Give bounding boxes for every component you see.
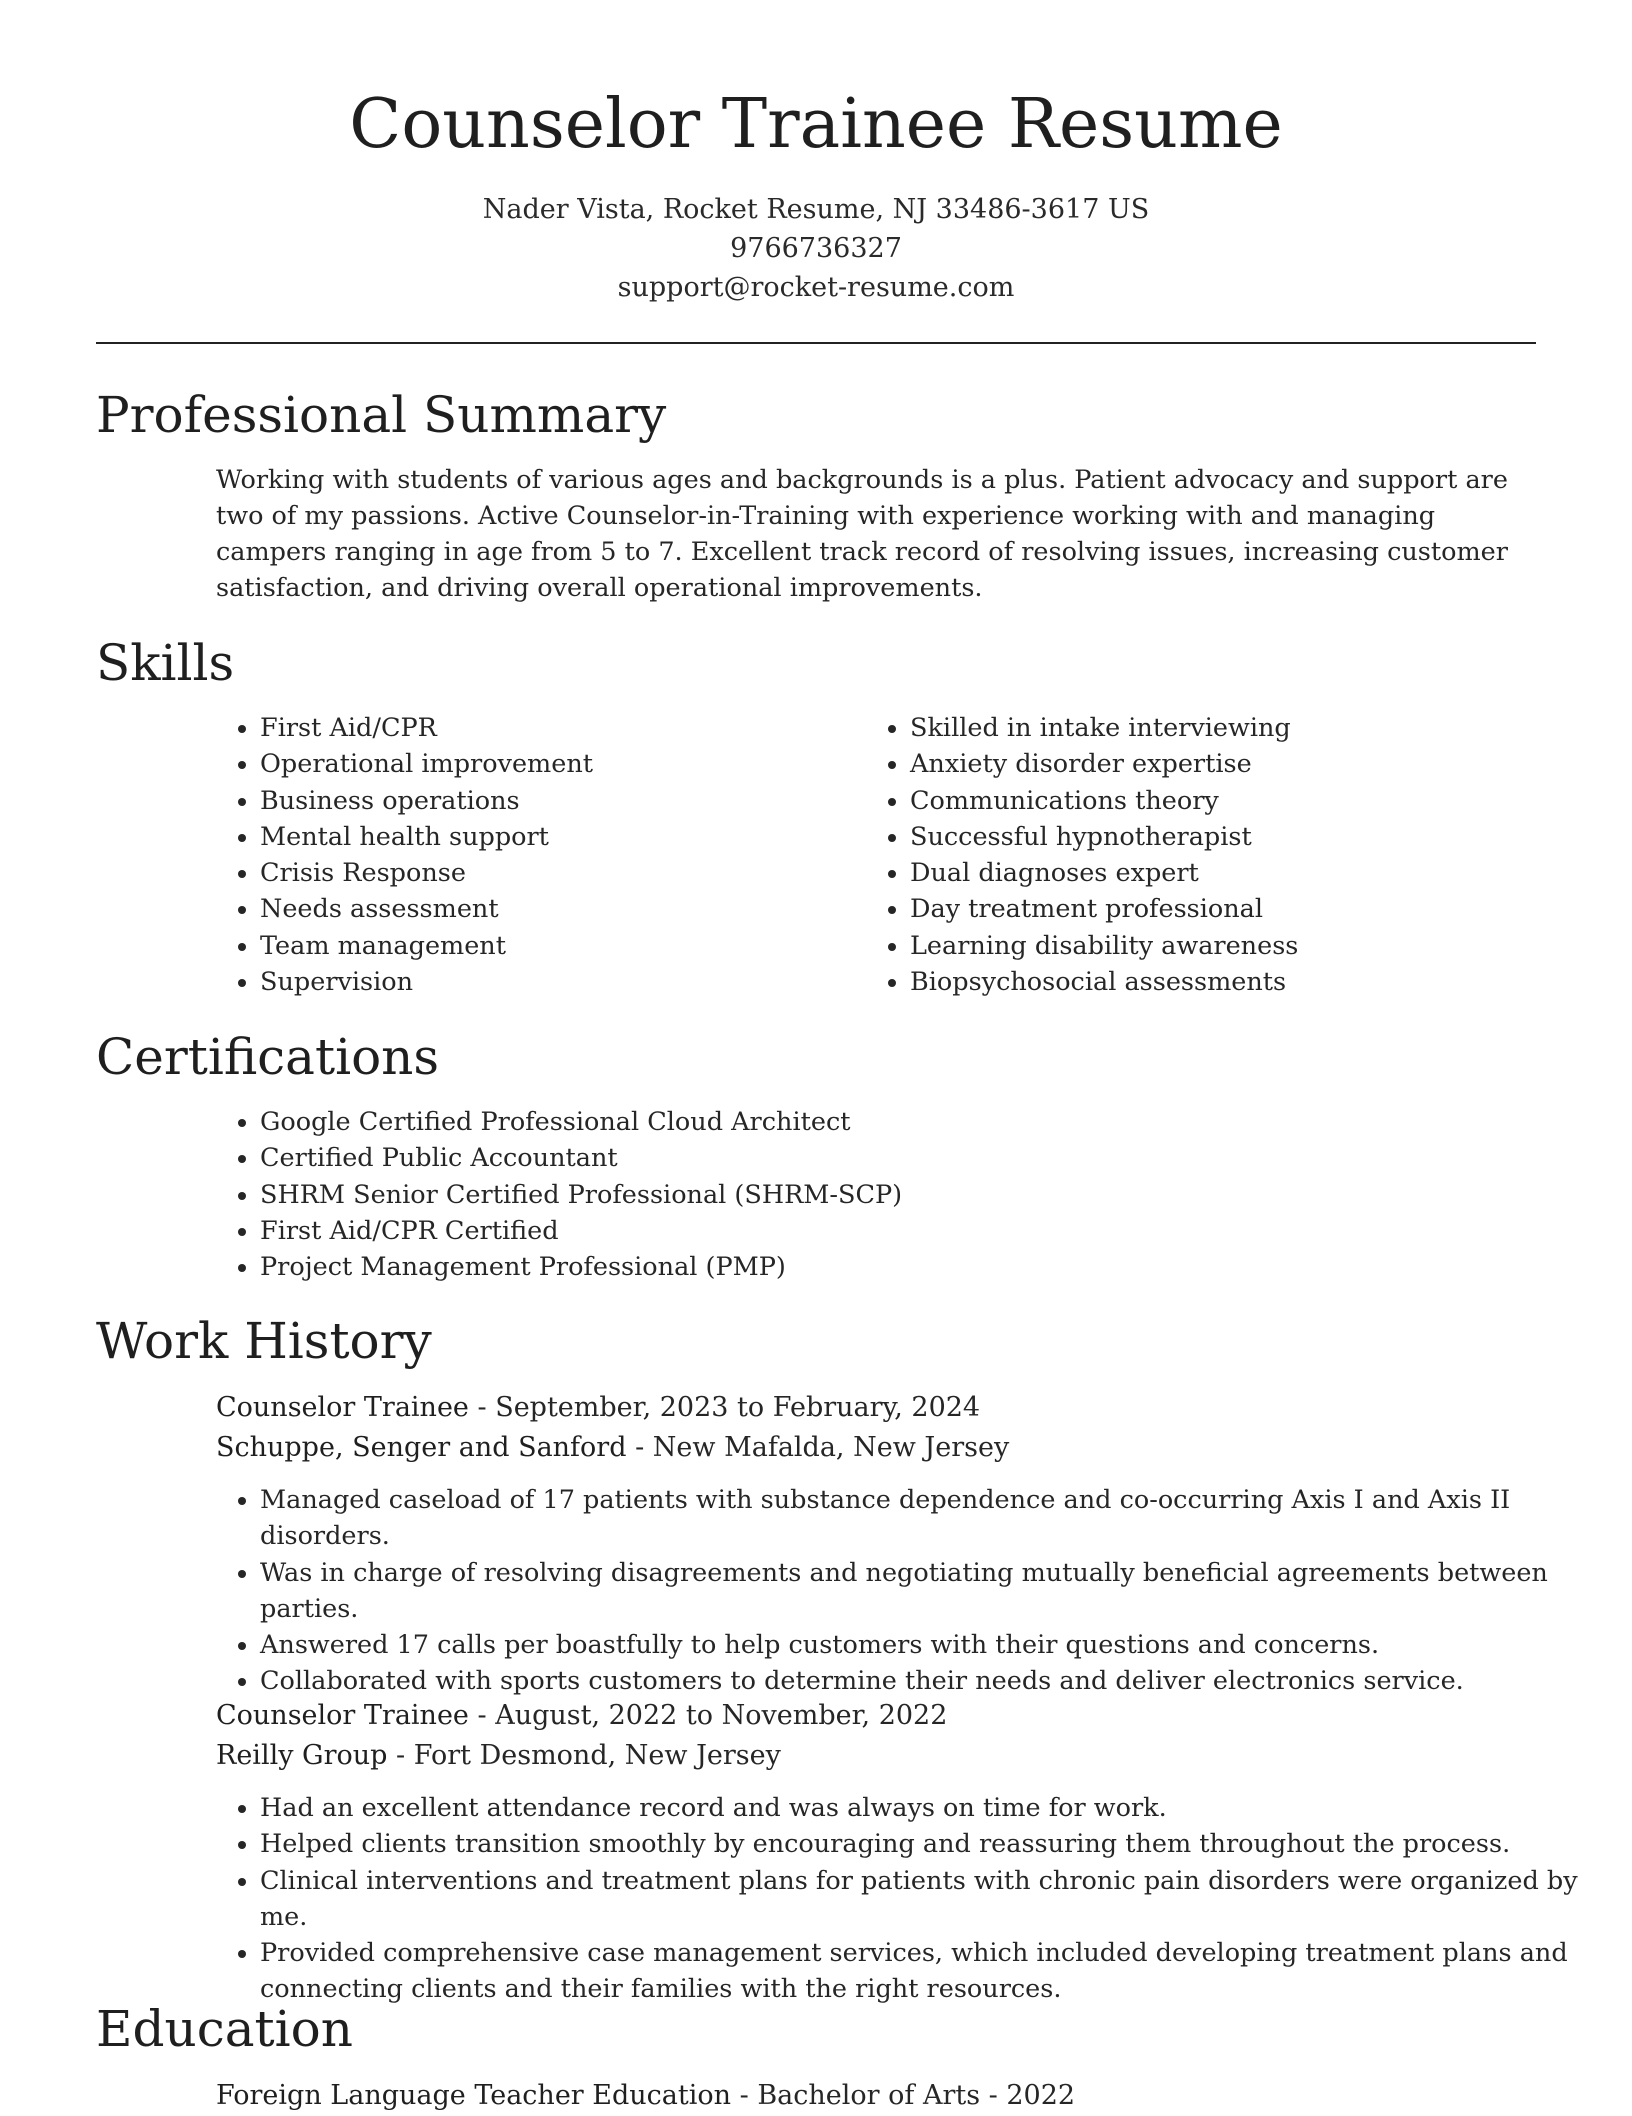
certification-item: • Certified Public Accountant xyxy=(260,1140,1580,1176)
skill-item: • Successful hypnotherapist xyxy=(910,819,1530,855)
skill-item: • Crisis Response xyxy=(260,855,820,891)
skill-item: • Operational improvement xyxy=(260,746,820,782)
job-title-line xyxy=(216,1696,947,1736)
certification-item: • First Aid/CPR Certified xyxy=(260,1213,1580,1249)
skill-item: • Business operations xyxy=(260,783,820,819)
header-divider xyxy=(96,342,1536,344)
education-year: - 2022 xyxy=(980,2080,1076,2111)
address: Nader Vista, Rocket Resume, NJ 33486-3617 US xyxy=(482,194,1150,226)
education-heading: Education xyxy=(96,2000,353,2058)
education-entry xyxy=(216,2076,1075,2116)
resume-header xyxy=(0,0,1632,307)
job-dates: - August, 2022 to November, 2022 xyxy=(468,1700,948,1731)
certifications-list xyxy=(216,1104,1580,1285)
job-bullet: • Managed caseload of 17 patients with substance dependence and co-occurring Axis I and Axis II disorders. xyxy=(260,1482,1600,1555)
skills-heading: Skills xyxy=(96,634,235,692)
certification-item: • Project Management Professional (PMP) xyxy=(260,1249,1580,1285)
skill-item: • Skilled in intake interviewing xyxy=(910,710,1530,746)
skill-item: • Team management xyxy=(260,928,820,964)
education-degree: - Bachelor of Arts xyxy=(731,2080,981,2111)
certification-item: • SHRM Senior Certified Professional (SHRM-SCP) xyxy=(260,1177,1580,1213)
skill-item: • Day treatment professional xyxy=(910,891,1530,927)
job-bullets xyxy=(216,1790,1600,2008)
certifications-heading: Certifications xyxy=(96,1028,440,1086)
job-bullet: • Answered 17 calls per boastfully to help customers with their questions and concerns. xyxy=(260,1627,1600,1663)
summary-text: Working with students of various ages and backgrounds is a plus. Patient advocacy and support are two of my passions. Active Counselor-in-Training with experience working with and managing campers ranging in age from 5 to 7. Excellent track record of resolving issues, increasing customer satisfaction, and driving overall operational improvements. xyxy=(216,465,1508,603)
skill-item: • Biopsychosocial assessments xyxy=(910,964,1530,1000)
skill-item: • Needs assessment xyxy=(260,891,820,927)
job-company: Schuppe, Senger and Sanford xyxy=(216,1432,627,1463)
job-title: Counselor Trainee xyxy=(216,1700,469,1731)
job-bullet: • Had an excellent attendance record and was always on time for work. xyxy=(260,1790,1600,1826)
job-company-line xyxy=(216,1736,781,1776)
skill-item: • Learning disability awareness xyxy=(910,928,1530,964)
skill-item: • Mental health support xyxy=(260,819,820,855)
job-bullet: • Clinical interventions and treatment plans for patients with chronic pain disorders were organized by me. xyxy=(260,1863,1600,1936)
skill-item: • Supervision xyxy=(260,964,820,1000)
job-bullet: • Provided comprehensive case management services, which included developing treatment plans and connecting clients and their families with the right resources. xyxy=(260,1935,1600,2008)
job-company-line xyxy=(216,1428,1009,1468)
education-field: Foreign Language Teacher Education xyxy=(216,2080,732,2111)
work-history-heading: Work History xyxy=(96,1312,432,1370)
job-bullet: • Was in charge of resolving disagreements and negotiating mutually beneficial agreements between parties. xyxy=(260,1555,1600,1628)
skill-item: • First Aid/CPR xyxy=(260,710,820,746)
summary-heading: Professional Summary xyxy=(96,386,667,444)
job-location: - New Mafalda, New Jersey xyxy=(626,1432,1010,1463)
skills-list-right xyxy=(866,710,1530,1000)
job-bullet: • Helped clients transition smoothly by encouraging and reassuring them throughout the process. xyxy=(260,1826,1600,1862)
job-title-line xyxy=(216,1388,980,1428)
job-company: Reilly Group xyxy=(216,1740,388,1771)
skill-item: • Anxiety disorder expertise xyxy=(910,746,1530,782)
phone-number: 9766736327 xyxy=(730,233,902,265)
job-title: Counselor Trainee xyxy=(216,1392,469,1423)
skill-item: • Dual diagnoses expert xyxy=(910,855,1530,891)
job-dates: - September, 2023 to February, 2024 xyxy=(468,1392,981,1423)
email-address: support@rocket-resume.com xyxy=(617,272,1015,304)
certification-item: • Google Certified Professional Cloud Architect xyxy=(260,1104,1580,1140)
skill-item: • Communications theory xyxy=(910,783,1530,819)
job-bullet: • Collaborated with sports customers to determine their needs and deliver electronics service. xyxy=(260,1663,1600,1699)
job-location: - Fort Desmond, New Jersey xyxy=(387,1740,781,1771)
job-bullets xyxy=(216,1482,1600,1700)
skills-list-left xyxy=(216,710,820,1000)
page-title: Counselor Trainee Resume xyxy=(349,85,1283,164)
